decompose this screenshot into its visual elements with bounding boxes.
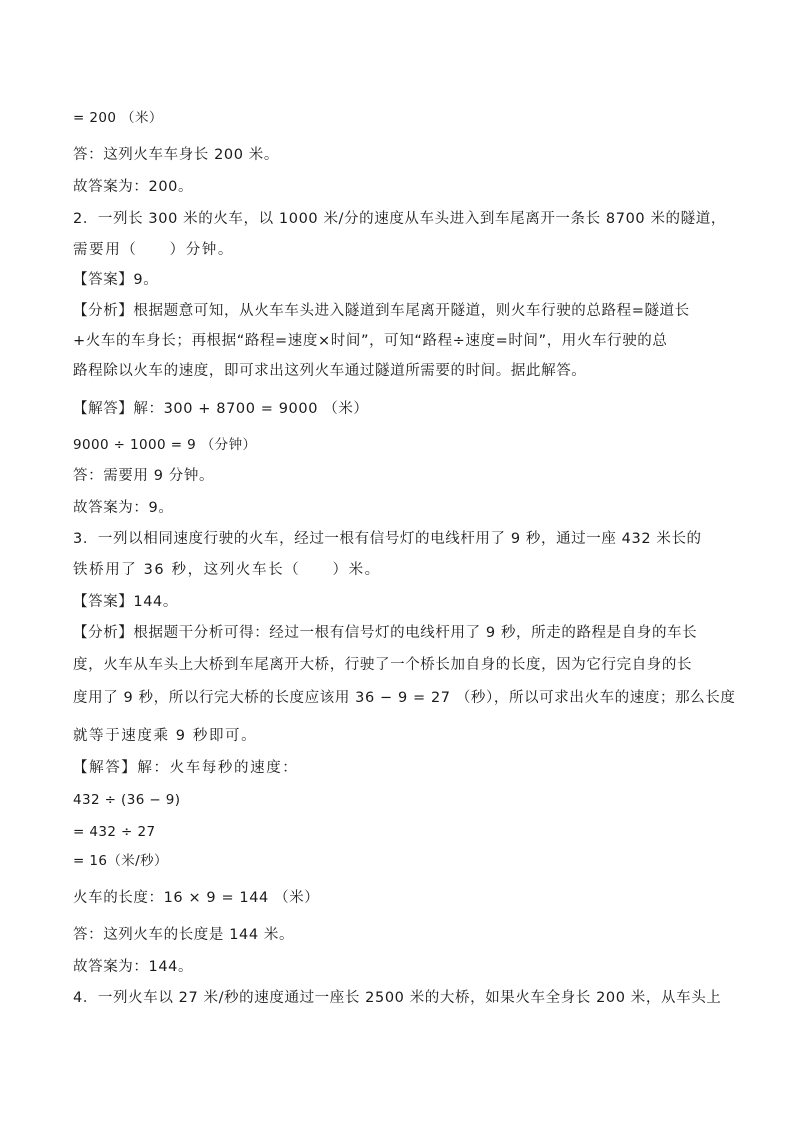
- solution-3: 【解答】解：火车每秒的速度：: [73, 760, 299, 776]
- solution-2: 【解答】解：300 + 8700 = 9000 （米）: [73, 401, 369, 417]
- text-line: 答：需要用 9 分钟。: [73, 468, 215, 484]
- text-line: 故答案为：144。: [73, 959, 194, 975]
- text-line: = 432 ÷ 27: [73, 824, 156, 840]
- text-line: 度用了 9 秒，所以行完大桥的长度应该用 36 − 9 = 27 （秒），所以可求出火车的速度；那么长度: [73, 690, 736, 706]
- text-line: +火车的车身长；再根据“路程=速度×时间”，可知“路程÷速度=时间”，用火车行驶的总: [73, 333, 668, 349]
- text-line: 度，火车从车头上大桥到车尾离开大桥，行驶了一个桥长加自身的长度，因为它行完自身的长: [73, 657, 693, 673]
- analysis-3: 【分析】根据题干分析可得：经过一根有信号灯的电线杆用了 9 秒，所走的路程是自身的车长: [73, 625, 698, 641]
- question-4: 4．一列火车以 27 米/秒的速度通过一座长 2500 米的大桥，如果火车全身长 200 米，从车头上: [73, 990, 722, 1006]
- question-2: 2．一列长 300 米的火车，以 1000 米/分的速度从车头进入到车尾离开一条长 8700 米的隧道，: [73, 211, 726, 227]
- text-line: 火车的长度：16 × 9 = 144 （米）: [73, 890, 320, 906]
- text-line: 答：这列火车的长度是 144 米。: [73, 927, 295, 943]
- text-line: 就等于速度乘 9 秒即可。: [73, 728, 258, 744]
- text-line: 答：这列火车车身长 200 米。: [73, 147, 279, 163]
- text-line: 需要用（ ）分钟。: [73, 242, 234, 258]
- answer-2: 【答案】9。: [73, 272, 159, 288]
- text-line: 铁桥用了 36 秒，这列火车长（ ）米。: [73, 562, 381, 578]
- text-line: = 200 （米）: [73, 110, 163, 126]
- text-line: = 16（米/秒）: [73, 853, 168, 869]
- text-line: 故答案为：9。: [73, 500, 174, 516]
- text-line: 故答案为：200。: [73, 179, 194, 195]
- question-3: 3．一列以相同速度行驶的火车，经过一根有信号灯的电线杆用了 9 秒，通过一座 432 米长的: [73, 531, 702, 547]
- text-line: 路程除以火车的速度，即可求出这列火车通过隧道所需要的时间。据此解答。: [73, 363, 587, 379]
- text-line: 432 ÷ (36 − 9): [73, 792, 181, 808]
- answer-3: 【答案】144。: [73, 594, 178, 610]
- text-line: 9000 ÷ 1000 = 9 （分钟）: [73, 437, 257, 453]
- analysis-2: 【分析】根据题意可知，从火车车头进入隧道到车尾离开隧道，则火车行驶的总路程=隧道长: [73, 303, 690, 319]
